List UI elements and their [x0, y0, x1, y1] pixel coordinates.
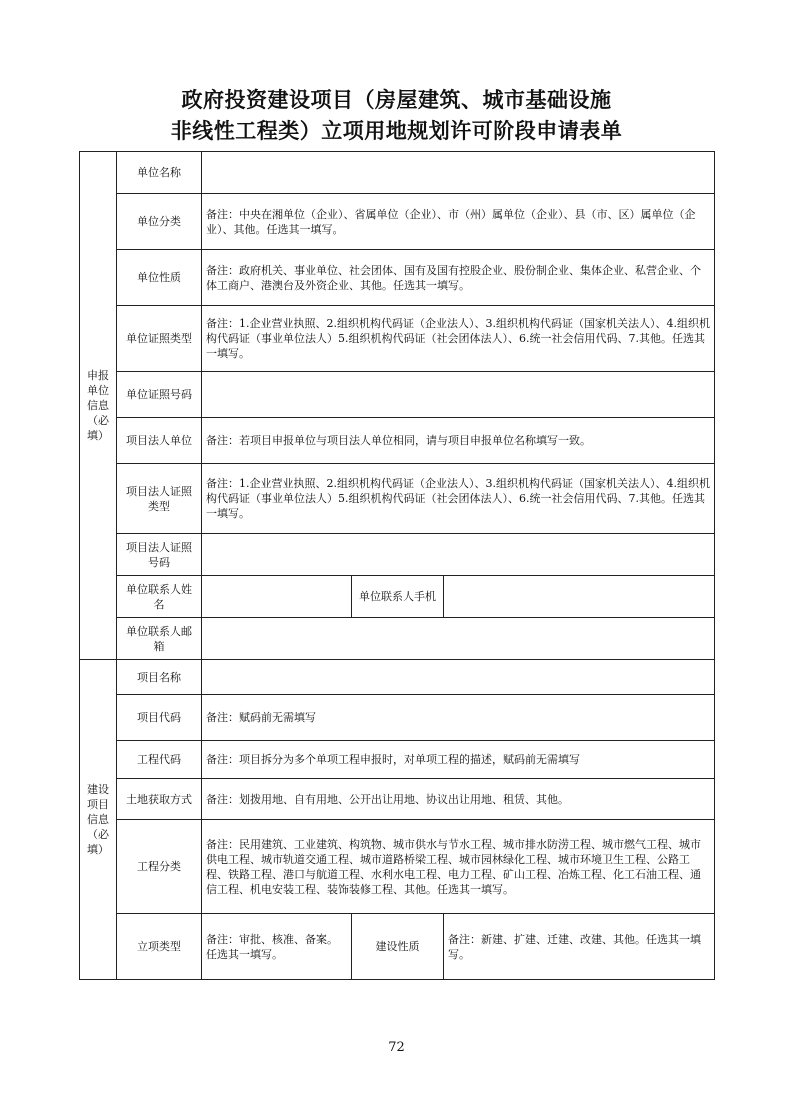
section-label-applicant: 申报单位信息（必填）: [80, 152, 117, 660]
row-land-acquisition: [80, 779, 715, 820]
field-engineering-category[interactable]: 备注：民用建筑、工业建筑、构筑物、城市供水与节水工程、城市排水防涝工程、城市燃气工程、城市供电工程、城市轨道交通工程、城市道路桥梁工程、城市园林绿化工程、城市环境卫生工程、公路工程、铁路工程、港口与航道工程、水利水电工程、电力工程、矿山工程、冶炼工程、化工石油工程、通信工程、机电安装工程、装饰装修工程、其他。任选其一填写。: [202, 820, 715, 914]
label-approval-type: 立项类型: [117, 914, 202, 980]
label-legal-license-no: 项目法人证照号码: [117, 534, 202, 576]
row-contact-email: [80, 618, 715, 660]
field-legal-unit[interactable]: 备注：若项目申报单位与项目法人单位相同，请与项目申报单位名称填写一致。: [202, 418, 715, 464]
section-label-project: 建设项目信息（必填）: [80, 660, 117, 980]
field-unit-nature[interactable]: 备注：政府机关、事业单位、社会团体、国有及国有控股企业、股份制企业、集体企业、私营企业、个体工商户、港澳台及外资企业、其他。任选其一填写。: [202, 250, 715, 306]
label-unit-license-no: 单位证照号码: [117, 372, 202, 418]
form-title-line1: 政府投资建设项目（房屋建筑、城市基础设施: [181, 87, 612, 112]
page-number: 72: [388, 1040, 405, 1055]
row-engineering-category: [80, 820, 715, 914]
row-project-code: [80, 695, 715, 741]
label-contact-phone: 单位联系人手机: [352, 576, 444, 618]
row-legal-license-type: [80, 464, 715, 534]
label-contact-email: 单位联系人邮箱: [117, 618, 202, 660]
label-contact-name: 单位联系人姓名: [117, 576, 202, 618]
label-legal-unit: 项目法人单位: [117, 418, 202, 464]
label-engineering-category: 工程分类: [117, 820, 202, 914]
row-unit-license-type: [80, 306, 715, 372]
row-approval: [80, 914, 715, 980]
row-unit-category: [80, 194, 715, 250]
label-engineering-code: 工程代码: [117, 741, 202, 779]
field-contact-name[interactable]: [202, 576, 352, 618]
label-unit-category: 单位分类: [117, 194, 202, 250]
field-contact-phone[interactable]: [444, 576, 715, 618]
field-construction-nature[interactable]: 备注：新建、扩建、迁建、改建、其他。任选其一填写。: [444, 914, 715, 980]
row-contact: [80, 576, 715, 618]
row-unit-name: [80, 152, 715, 194]
field-unit-name[interactable]: [202, 152, 715, 194]
field-unit-license-no[interactable]: [202, 372, 715, 418]
label-unit-nature: 单位性质: [117, 250, 202, 306]
label-legal-license-type: 项目法人证照类型: [117, 464, 202, 534]
label-project-code: 项目代码: [117, 695, 202, 741]
field-approval-type[interactable]: 备注：审批、核准、备案。任选其一填写。: [202, 914, 352, 980]
field-contact-email[interactable]: [202, 618, 715, 660]
label-unit-name: 单位名称: [117, 152, 202, 194]
application-form-table: [79, 151, 715, 980]
row-legal-license-no: [80, 534, 715, 576]
field-project-name[interactable]: [202, 660, 715, 695]
label-land-acquisition: 土地获取方式: [117, 779, 202, 820]
field-legal-license-type[interactable]: 备注：1.企业营业执照、2.组织机构代码证（企业法人）、3.组织机构代码证（国家机关法人）、4.组织机构代码证（事业单位法人）5.组织机构代码证（社会团体法人）、6.统一社会信用代码、7.其他。任选其一填写。: [202, 464, 715, 534]
label-unit-license-type: 单位证照类型: [117, 306, 202, 372]
row-project-name: [80, 660, 715, 695]
label-project-name: 项目名称: [117, 660, 202, 695]
field-unit-license-type[interactable]: 备注：1.企业营业执照、2.组织机构代码证（企业法人）、3.组织机构代码证（国家机关法人）、4.组织机构代码证（事业单位法人）5.组织机构代码证（社会团体法人）、6.统一社会信用代码、7.其他。任选其一填写。: [202, 306, 715, 372]
form-title-line2: 非线性工程类）立项用地规划许可阶段申请表单: [170, 118, 623, 143]
row-legal-unit: [80, 418, 715, 464]
label-construction-nature: 建设性质: [352, 914, 444, 980]
field-unit-category[interactable]: 备注：中央在湘单位（企业）、省属单位（企业）、市（州）属单位（企业）、县（市、区）属单位（企业）、其他。任选其一填写。: [202, 194, 715, 250]
field-land-acquisition[interactable]: 备注：划拨用地、自有用地、公开出让用地、协议出让用地、租赁、其他。: [202, 779, 715, 820]
row-unit-license-no: [80, 372, 715, 418]
row-unit-nature: [80, 250, 715, 306]
field-project-code[interactable]: 备注：赋码前无需填写: [202, 695, 715, 741]
row-engineering-code: [80, 741, 715, 779]
field-legal-license-no[interactable]: [202, 534, 715, 576]
field-engineering-code[interactable]: 备注：项目拆分为多个单项工程申报时，对单项工程的描述，赋码前无需填写: [202, 741, 715, 779]
